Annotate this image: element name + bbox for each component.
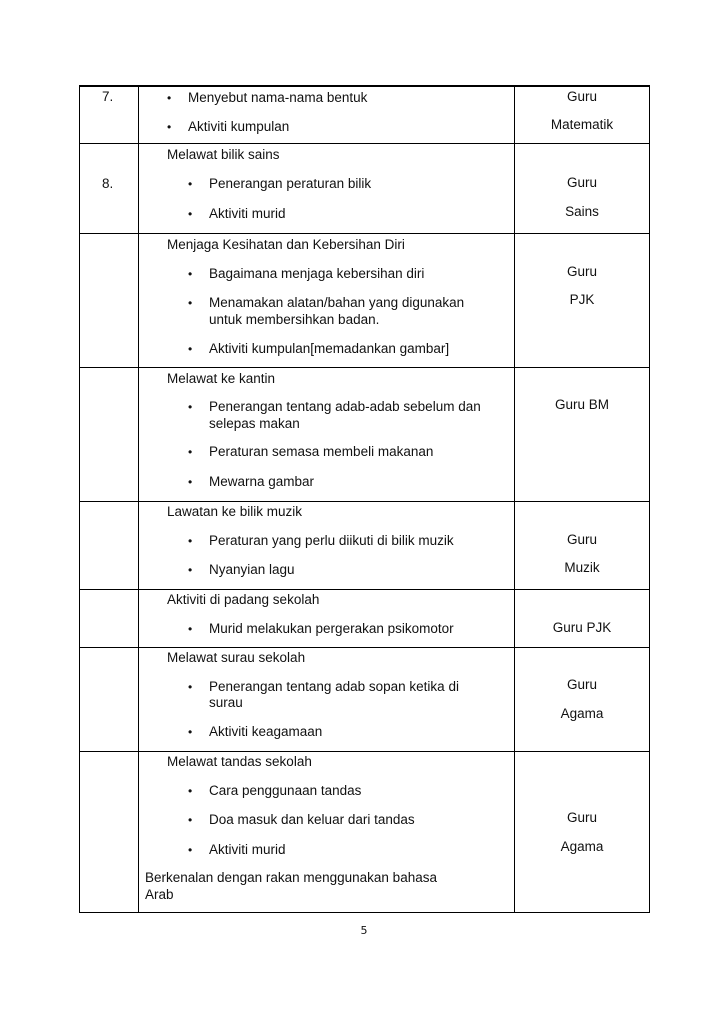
teacher-subject: Sains — [565, 204, 599, 219]
teacher-subject: Agama — [560, 839, 604, 854]
bullet-icon: • — [188, 680, 193, 694]
list-item: Peraturan yang perlu diikuti di bilik muzik — [209, 533, 454, 548]
teacher-label: Guru — [566, 264, 597, 279]
table-row — [80, 86, 649, 144]
bullet-icon: • — [188, 400, 193, 414]
table-row — [80, 589, 649, 648]
table-row — [80, 751, 649, 912]
activity-heading: Aktiviti di padang sekolah — [167, 592, 320, 607]
activity-table — [79, 85, 650, 913]
list-item-continuation: selepas makan — [209, 416, 300, 431]
list-item: Doa masuk dan keluar dari tandas — [209, 812, 415, 827]
list-item: Menamakan alatan/bahan yang digunakan — [209, 295, 465, 310]
activity-heading: Melawat ke kantin — [167, 371, 276, 386]
teacher-label: Guru BM — [554, 397, 609, 412]
list-item: Murid melakukan pergerakan psikomotor — [209, 621, 454, 636]
activity-heading: Melawat bilik sains — [167, 147, 280, 162]
list-item: Aktiviti keagamaan — [209, 724, 323, 739]
bullet-icon: • — [188, 342, 193, 356]
activity-heading: Menjaga Kesihatan dan Kebersihan Diri — [167, 237, 405, 252]
bullet-icon: • — [167, 91, 172, 105]
list-item: Menyebut nama-nama bentuk — [188, 90, 368, 105]
table-row — [80, 233, 649, 368]
page-number: 5 — [360, 924, 368, 937]
list-item: Bagaimana menjaga kebersihan diri — [209, 266, 425, 281]
list-item: Cara penggunaan tandas — [209, 783, 362, 798]
activity-heading: Melawat tandas sekolah — [167, 754, 312, 769]
teacher-label: Guru — [566, 89, 597, 104]
bullet-icon: • — [188, 475, 193, 489]
row-number: 7. — [102, 89, 114, 104]
teacher-label: Guru — [566, 810, 597, 825]
bullet-icon: • — [188, 267, 193, 281]
bullet-icon: • — [188, 784, 193, 798]
bullet-icon: • — [188, 445, 193, 459]
bullet-icon: • — [188, 296, 193, 310]
list-item: Aktiviti murid — [209, 206, 286, 221]
bullet-icon: • — [188, 622, 193, 636]
list-item: Nyanyian lagu — [209, 562, 295, 577]
activity-footer-text: Berkenalan dengan rakan menggunakan bahasa — [145, 870, 437, 885]
table-row — [80, 647, 649, 752]
teacher-label: Guru — [566, 532, 597, 547]
bullet-icon: • — [167, 120, 172, 134]
bullet-icon: • — [188, 177, 193, 191]
teacher-subject: Muzik — [564, 560, 600, 575]
list-item: Aktiviti kumpulan[memadankan gambar] — [209, 341, 450, 356]
teacher-label: Guru — [566, 175, 597, 190]
list-item: Peraturan semasa membeli makanan — [209, 444, 434, 459]
list-item-continuation: untuk membersihkan badan. — [209, 312, 380, 327]
row-number: 8. — [102, 176, 114, 191]
list-item: Aktiviti murid — [209, 842, 286, 857]
list-item: Mewarna gambar — [209, 474, 315, 489]
bullet-icon: • — [188, 813, 193, 827]
teacher-subject: Matematik — [550, 117, 614, 132]
teacher-subject: Agama — [560, 706, 604, 721]
table-row — [80, 143, 649, 234]
activity-heading: Melawat surau sekolah — [167, 650, 306, 665]
bullet-icon: • — [188, 725, 193, 739]
activity-heading: Lawatan ke bilik muzik — [167, 504, 303, 519]
list-item-continuation: surau — [209, 695, 243, 710]
table-row — [80, 501, 649, 590]
bullet-icon: • — [188, 563, 193, 577]
table-row — [80, 367, 649, 502]
bullet-icon: • — [188, 534, 193, 548]
bullet-icon: • — [188, 207, 193, 221]
list-item: Penerangan peraturan bilik — [209, 176, 372, 191]
teacher-label: Guru — [566, 677, 597, 692]
list-item: Penerangan tentang adab-adab sebelum dan — [209, 399, 481, 414]
list-item: Aktiviti kumpulan — [188, 119, 290, 134]
activity-footer-text: Arab — [145, 887, 174, 902]
bullet-icon: • — [188, 843, 193, 857]
teacher-subject: PJK — [569, 292, 595, 307]
teacher-label: Guru PJK — [552, 620, 612, 635]
list-item: Penerangan tentang adab sopan ketika di — [209, 679, 459, 694]
